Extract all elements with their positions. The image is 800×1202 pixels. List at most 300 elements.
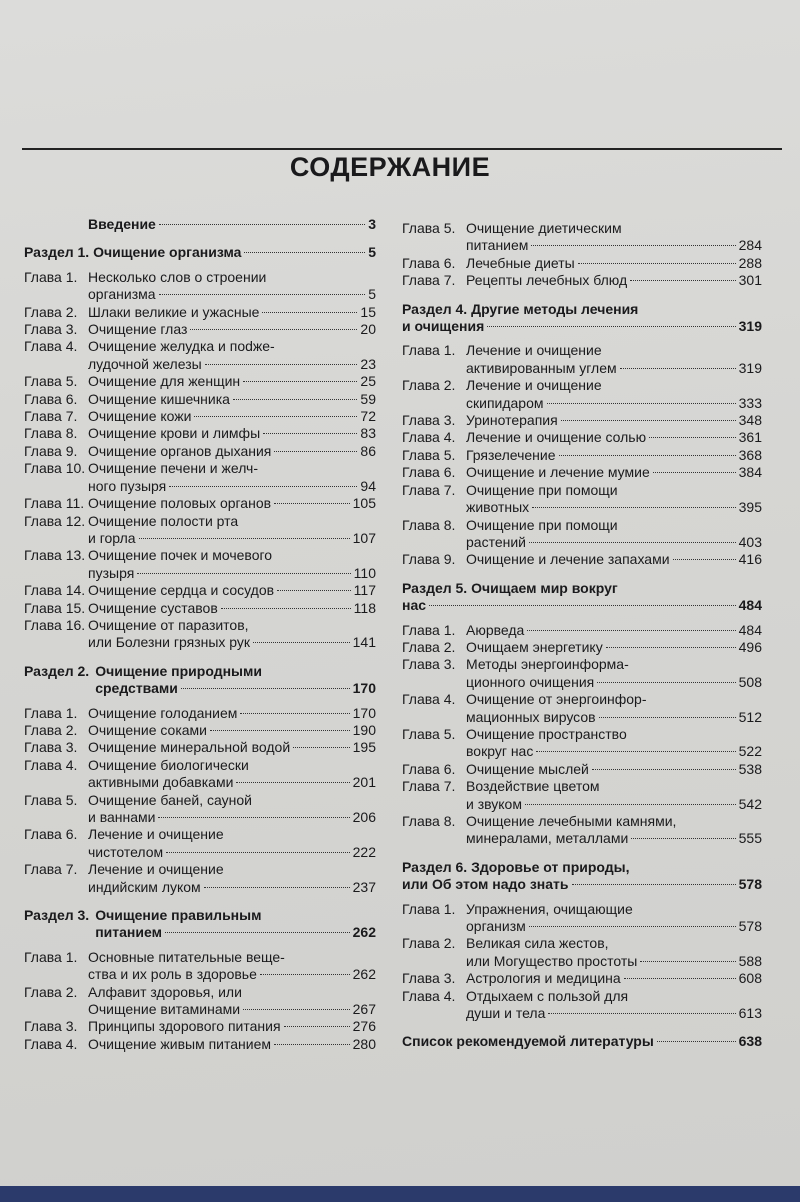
chapter-label: Глава 4.	[24, 756, 78, 773]
page-number: 170	[352, 680, 376, 697]
dot-leader	[253, 642, 350, 643]
toc-entry	[402, 272, 762, 289]
toc-entry	[24, 826, 376, 861]
toc-entry	[24, 425, 376, 442]
page-number: 222	[352, 843, 376, 860]
title-last-line	[466, 674, 762, 691]
title-line: Очищение печени и желч-	[88, 460, 259, 477]
title-last-line	[466, 412, 762, 429]
entry-title	[402, 301, 762, 336]
toc-entry	[24, 705, 376, 722]
chapter-label: Глава 6.	[24, 826, 78, 843]
entry-title	[466, 970, 762, 987]
dot-leader	[284, 1026, 350, 1027]
toc-section	[402, 301, 762, 336]
entry-title	[466, 220, 762, 255]
entry-title	[88, 425, 376, 442]
dot-leader	[165, 932, 350, 933]
title-text: индийским луком	[88, 878, 201, 895]
page-number: 237	[352, 878, 376, 895]
dot-leader	[548, 1013, 735, 1014]
title-line: Раздел 5. Очищаем мир вокруг	[402, 579, 618, 596]
title-line: Очищение диетическим	[466, 220, 622, 236]
toc-entry	[402, 691, 762, 726]
toc-entry	[24, 861, 376, 896]
entry-title	[88, 757, 376, 792]
title-last-line	[466, 970, 762, 987]
entry-title	[466, 656, 762, 691]
entry-title	[402, 580, 762, 615]
toc-entry	[402, 255, 762, 272]
dot-leader	[293, 747, 350, 748]
dot-leader	[159, 224, 365, 225]
dot-leader	[263, 433, 357, 434]
chapter-label: Глава 4.	[402, 987, 456, 1004]
title-text: Очищение глаз	[88, 321, 188, 338]
dot-leader	[240, 713, 349, 714]
section-label: Раздел 3.	[24, 907, 90, 924]
dot-leader	[572, 884, 736, 885]
toc-entry	[24, 757, 376, 792]
title-text: или Об этом надо знать	[402, 876, 569, 893]
title-last-line	[88, 530, 376, 547]
title-line: Лечение и очищение	[88, 861, 224, 878]
chapter-label: Глава 7.	[402, 272, 456, 289]
entry-title	[88, 443, 376, 460]
title-line: Раздел 6. Здоровье от природы,	[402, 858, 630, 875]
entry-title	[466, 377, 762, 412]
chapter-label: Глава 2.	[402, 935, 456, 952]
title-last-line	[88, 373, 376, 390]
toc-entry	[402, 482, 762, 517]
chapter-label: Глава 1.	[402, 342, 456, 359]
toc-entry	[402, 935, 762, 970]
page-number: 5	[368, 244, 376, 261]
toc-entry	[24, 949, 376, 984]
page-number: 206	[352, 809, 376, 825]
entry-title	[466, 551, 762, 568]
page-number: 5	[368, 286, 376, 303]
page-title: СОДЕРЖАНИЕ	[289, 152, 491, 182]
title-line: Лечение и очищение	[466, 377, 602, 394]
chapter-label: Глава 3.	[24, 1018, 78, 1035]
chapter-label: Глава 15.	[24, 599, 86, 616]
chapter-label: Глава 6.	[24, 390, 78, 407]
toc-section	[402, 580, 762, 615]
page-number: 141	[352, 634, 376, 651]
toc-left-column	[24, 216, 376, 1053]
chapter-label: Глава 3.	[402, 412, 456, 429]
toc-entry	[402, 342, 762, 377]
dot-leader	[236, 782, 349, 783]
entry-title	[466, 272, 762, 289]
chapter-label: Глава 2.	[402, 377, 456, 394]
page-number: 361	[738, 429, 762, 446]
title-line: Очищение от паразитов,	[88, 616, 249, 633]
page-number: 59	[360, 390, 376, 407]
title-last-line	[466, 796, 762, 813]
page-number: 118	[353, 599, 376, 616]
title-text: Шлаки великие и ужасные	[88, 303, 260, 320]
toc-section	[24, 663, 376, 698]
chapter-label: Глава 10.	[24, 460, 86, 477]
title-line: Отдыхаем с пользой для	[466, 987, 629, 1004]
toc-entry	[24, 443, 376, 460]
title-last-line	[88, 565, 376, 582]
dot-leader	[597, 682, 735, 683]
title-last-line	[466, 622, 762, 639]
title-last-line	[88, 966, 376, 983]
title-text: ционного очищения	[466, 673, 595, 690]
entry-title	[466, 691, 762, 726]
dot-leader	[158, 817, 349, 818]
entry-title	[466, 482, 762, 517]
title-text: Очищение половых органов	[88, 495, 272, 512]
title-last-line	[466, 1005, 762, 1022]
title-text: Очищение для женщин	[88, 373, 241, 390]
entry-title	[88, 949, 376, 984]
page-number: 542	[738, 795, 762, 812]
title-text: Очищение сердца и сосудов	[88, 582, 275, 599]
dot-leader	[243, 1009, 350, 1010]
entry-title	[88, 705, 376, 722]
dot-leader	[274, 451, 357, 452]
toc-entry	[24, 617, 376, 652]
title-text: Аюрведа	[466, 621, 525, 638]
title-text: или Могущество простоты	[466, 952, 638, 969]
entry-title	[466, 778, 762, 813]
title-last-line	[466, 551, 762, 568]
page-number: 319	[738, 359, 762, 376]
toc-entry	[24, 1036, 376, 1053]
section-label: Раздел 2.	[24, 662, 90, 679]
title-line: Основные питательные веще-	[88, 948, 285, 965]
chapter-label: Глава 2.	[402, 638, 456, 655]
chapter-label: Глава 4.	[24, 338, 78, 355]
title-line: Лечение и очищение	[88, 826, 224, 843]
chapter-label: Глава 7.	[24, 861, 78, 878]
dot-leader	[536, 751, 735, 752]
chapter-label: Глава 1.	[402, 900, 456, 917]
page-number: 384	[738, 464, 762, 481]
entry-title	[466, 988, 762, 1023]
chapter-label: Глава 5.	[24, 791, 78, 808]
title-line: Раздел 4. Другие методы лечения	[402, 300, 639, 317]
page-number: 267	[352, 1001, 376, 1018]
entry-title	[88, 495, 376, 512]
entry-title	[466, 517, 762, 552]
title-last-line	[88, 774, 376, 791]
chapter-label: Глава 6.	[402, 760, 456, 777]
chapter-label: Глава 9.	[24, 442, 78, 459]
title-text: Список рекомендуемой литературы	[402, 1033, 654, 1050]
dot-leader	[139, 538, 350, 539]
toc-entry	[402, 778, 762, 813]
chapter-label: Глава 3.	[402, 656, 456, 673]
dot-leader	[657, 1041, 736, 1042]
title-text: Принципы здорового питания	[88, 1018, 281, 1035]
chapter-label: Глава 1.	[24, 704, 78, 721]
title-text: Лечебные диеты	[466, 254, 575, 271]
page-number: 522	[738, 743, 762, 760]
chapter-label: Глава 3.	[402, 970, 456, 987]
page-number: 578	[738, 918, 762, 935]
title-last-line	[88, 304, 376, 321]
dot-leader	[159, 294, 366, 295]
dot-leader	[181, 688, 350, 689]
entry-title	[88, 216, 376, 233]
toc-entry	[24, 391, 376, 408]
entry-title	[402, 1033, 762, 1050]
title-text: питанием	[95, 924, 162, 941]
dot-leader	[244, 252, 365, 253]
toc-entry	[402, 517, 762, 552]
title-last-line	[88, 600, 376, 617]
title-text: Очищение кишечника	[88, 390, 230, 407]
title-text: скипидаром	[466, 394, 544, 411]
title-last-line	[466, 830, 762, 847]
page-number: 348	[738, 412, 762, 429]
page-number: 72	[360, 408, 376, 425]
title-line: Алфавит здоровья, или	[88, 983, 242, 1000]
entry-title	[88, 408, 376, 425]
title-text: ного пузыря	[88, 477, 167, 494]
toc-entry	[402, 377, 762, 412]
chapter-label: Глава 6.	[402, 464, 456, 481]
title-last-line	[466, 953, 762, 970]
toc-entry	[24, 1018, 376, 1035]
chapter-label: Глава 7.	[402, 481, 456, 498]
title-text: Очищение витаминами	[88, 1001, 241, 1018]
title-text: Введение	[88, 216, 156, 232]
chapter-label: Глава 2.	[24, 303, 78, 320]
title-last-line	[88, 286, 376, 303]
page-number: 83	[360, 425, 376, 442]
toc-section	[24, 244, 376, 261]
dot-leader	[631, 838, 735, 839]
page-number: 416	[738, 551, 762, 568]
toc-entry	[402, 761, 762, 778]
page-number: 170	[352, 704, 376, 721]
dot-leader	[606, 647, 736, 648]
dot-leader	[525, 804, 736, 805]
title-text: организм	[466, 918, 526, 935]
title-last-line	[88, 739, 376, 756]
title-last-line	[88, 1001, 376, 1018]
page-number: 117	[353, 582, 376, 599]
page-number: 368	[738, 446, 762, 463]
title-text: пузыря	[88, 564, 135, 581]
title-text: чистотелом	[88, 843, 164, 860]
page-number: 262	[352, 966, 376, 983]
entry-title	[88, 722, 376, 739]
entry-title	[88, 460, 376, 495]
chapter-label: Глава 5.	[402, 725, 456, 742]
title-line: Очищение при помощи	[466, 516, 618, 533]
title-line: Очищение желудка и поdже-	[88, 338, 275, 355]
entry-title	[24, 244, 376, 261]
title-text: Раздел 1. Очищение организма	[24, 244, 242, 261]
title-last-line	[88, 722, 376, 739]
page-number: 110	[353, 564, 376, 581]
entry-title	[88, 984, 376, 1019]
toc-entry	[24, 792, 376, 827]
title-line: Воздействие цветом	[466, 778, 600, 795]
page-number: 107	[352, 529, 376, 546]
page-number: 555	[738, 830, 762, 847]
title-last-line	[402, 876, 762, 893]
page-number: 608	[738, 970, 762, 987]
page-number: 395	[738, 499, 762, 516]
toc-section	[24, 907, 376, 942]
toc-entry	[402, 429, 762, 446]
entry-title	[88, 600, 376, 617]
chapter-label: Глава 2.	[24, 983, 78, 1000]
chapter-label: Глава 16.	[24, 616, 86, 633]
dot-leader	[624, 978, 736, 979]
dot-leader	[274, 1044, 350, 1045]
entry-title	[95, 663, 376, 698]
dot-leader	[487, 326, 735, 327]
title-text: Астрология и медицина	[466, 970, 621, 987]
toc-entry	[24, 582, 376, 599]
title-line: Очищение баней, сауной	[88, 791, 252, 808]
dot-leader	[429, 605, 736, 606]
toc-entry	[24, 547, 376, 582]
entry-title	[466, 464, 762, 481]
title-last-line	[95, 680, 376, 697]
title-text: и очищения	[402, 318, 485, 335]
toc-section	[402, 1033, 762, 1050]
toc-entry	[402, 412, 762, 429]
page-number: 20	[360, 321, 376, 338]
title-last-line	[466, 709, 762, 726]
dot-leader	[274, 503, 350, 504]
title-last-line	[88, 844, 376, 861]
page-number: 538	[738, 760, 762, 777]
toc-entry	[24, 408, 376, 425]
entry-title	[88, 391, 376, 408]
page-number: 201	[352, 774, 376, 791]
toc-entry	[24, 216, 376, 233]
toc-right-column	[402, 220, 762, 1058]
toc-entry	[24, 304, 376, 321]
entry-title	[88, 547, 376, 582]
dot-leader	[547, 403, 736, 404]
dot-leader	[190, 329, 357, 330]
title-text: нас	[402, 597, 427, 614]
title-line: Методы энергоинформа-	[466, 656, 629, 673]
page-number: 613	[738, 1005, 762, 1022]
title-last-line	[466, 429, 762, 446]
chapter-label: Глава 2.	[24, 721, 78, 738]
entry-title	[466, 639, 762, 656]
toc-entry	[24, 600, 376, 617]
chapter-label: Глава 8.	[402, 516, 456, 533]
dot-leader	[243, 381, 357, 382]
page-number: 280	[352, 1035, 376, 1052]
toc-entry	[24, 495, 376, 512]
dot-leader	[529, 926, 736, 927]
chapter-label: Глава 4.	[402, 429, 456, 446]
entry-title	[88, 1036, 376, 1053]
dot-leader	[194, 416, 357, 417]
title-text: Очищение органов дыхания	[88, 442, 272, 459]
entry-title	[88, 1018, 376, 1035]
title-text: Очищение кожи	[88, 408, 192, 425]
chapter-label: Глава 3.	[24, 739, 78, 756]
title-text: и ваннами	[88, 809, 156, 825]
dot-leader	[653, 472, 736, 473]
entry-title	[88, 826, 376, 861]
chapter-label: Глава 7.	[24, 408, 78, 425]
chapter-label: Глава 6.	[402, 254, 456, 271]
dot-leader	[649, 437, 736, 438]
title-text: Очищение и лечение запахами	[466, 551, 670, 568]
page-number: 512	[738, 708, 762, 725]
page-number: 403	[738, 533, 762, 550]
dot-leader	[277, 590, 351, 591]
title-text: Очищение соками	[88, 721, 207, 738]
title-text: вокруг нас	[466, 743, 534, 760]
toc-entry	[402, 901, 762, 936]
chapter-label: Глава 14.	[24, 582, 86, 599]
entry-title	[88, 861, 376, 896]
title-last-line	[88, 879, 376, 896]
entry-title	[466, 813, 762, 848]
page-number: 195	[352, 739, 376, 756]
page-number: 484	[738, 597, 762, 614]
page-number: 284	[738, 237, 762, 254]
title-text: лудочной железы	[88, 355, 202, 372]
title-text: активированным углем	[466, 359, 617, 376]
chapter-label: Глава 9.	[402, 551, 456, 568]
dot-leader	[620, 368, 736, 369]
page-number: 105	[352, 495, 376, 512]
entry-title	[466, 726, 762, 761]
dot-leader	[262, 312, 357, 313]
chapter-label: Глава 4.	[402, 691, 456, 708]
title-line: Очищение пространство	[466, 725, 627, 742]
title-line: Очищение почек и мочевого	[88, 547, 273, 564]
title-last-line	[466, 395, 762, 412]
title-last-line	[466, 464, 762, 481]
dot-leader	[532, 507, 735, 508]
title-text: и горла	[88, 529, 136, 546]
page-number: 94	[360, 477, 376, 494]
title-text: Уринотерапия	[466, 412, 558, 429]
dot-leader	[640, 961, 735, 962]
title-last-line	[466, 360, 762, 377]
header-rule	[22, 148, 782, 150]
title-last-line	[88, 582, 376, 599]
entry-title	[88, 338, 376, 373]
title-text: или Болезни грязных рук	[88, 634, 251, 651]
entry-title	[402, 859, 762, 894]
title-last-line	[88, 809, 376, 826]
chapter-label: Глава 8.	[24, 425, 78, 442]
entry-title	[88, 373, 376, 390]
toc-entry	[402, 813, 762, 848]
title-text: Очищение крови и лимфы	[88, 425, 261, 442]
dot-leader	[599, 717, 736, 718]
toc-entry	[24, 373, 376, 390]
page-number: 508	[738, 673, 762, 690]
page-number: 638	[738, 1033, 762, 1050]
page-number: 3	[368, 216, 376, 232]
chapter-label: Глава 4.	[24, 1035, 78, 1052]
dot-leader	[673, 559, 736, 560]
